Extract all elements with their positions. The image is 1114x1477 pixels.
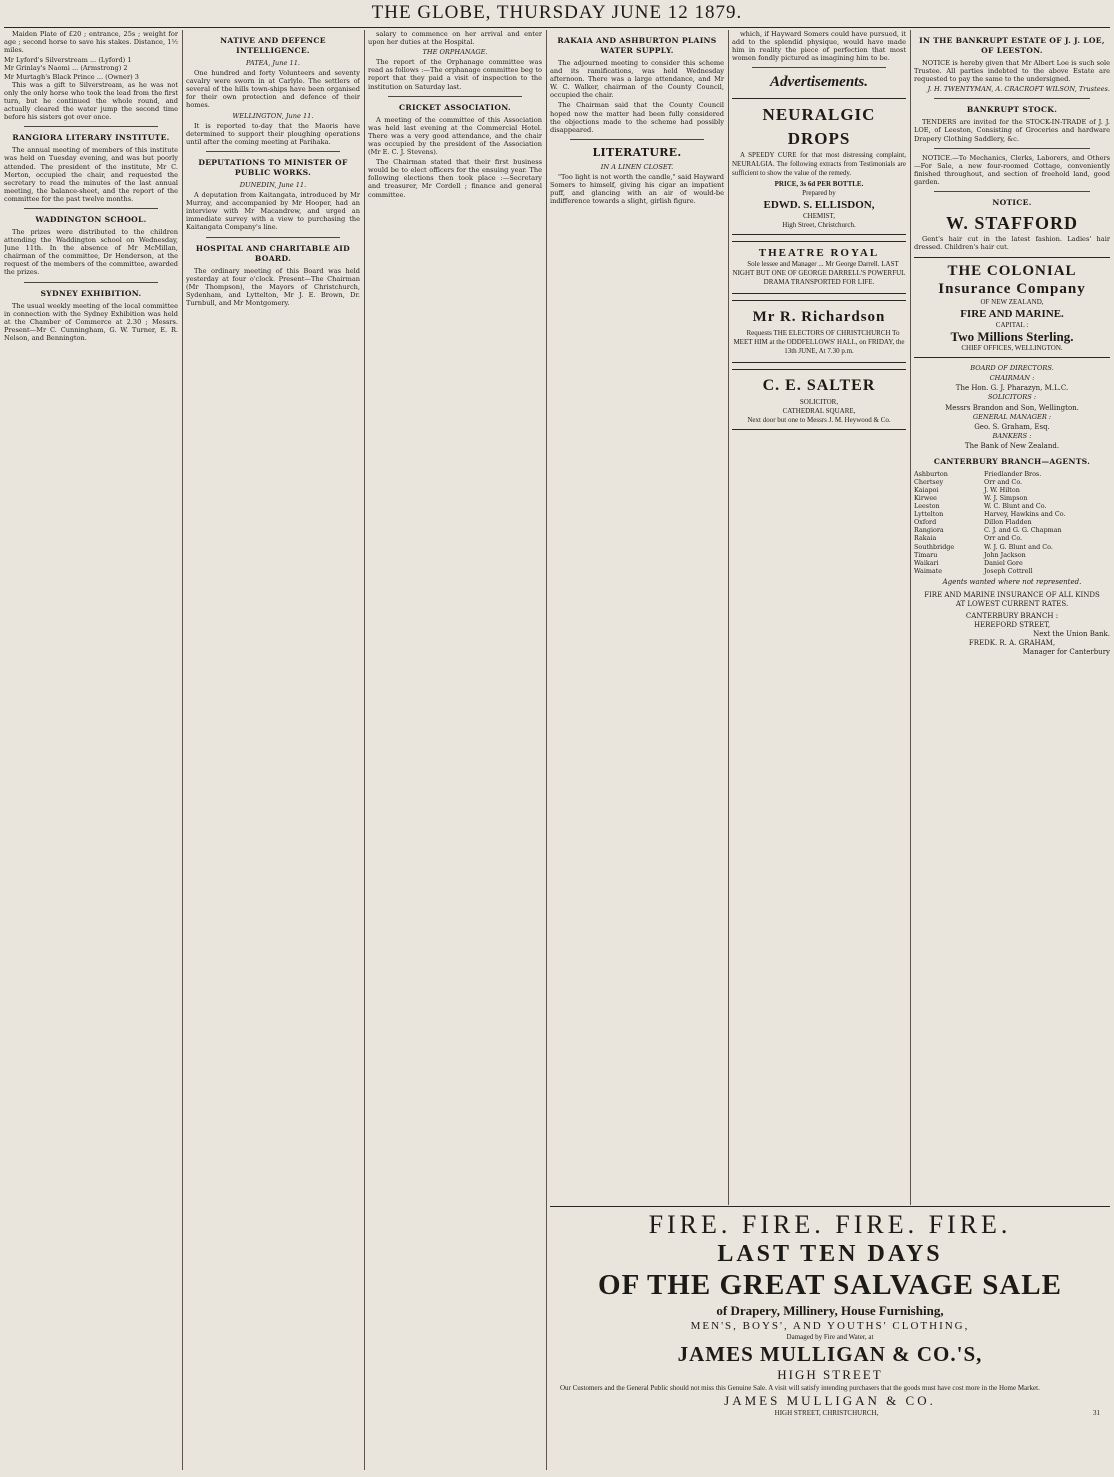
bankers-name: The Bank of New Zealand. <box>964 441 1060 450</box>
gm-name: Geo. S. Graham, Esq. <box>974 422 1050 431</box>
signature: J. H. TWENTYMAN, A. CRACROFT WILSON, Trustees. <box>927 85 1110 94</box>
richardson-ad <box>732 300 906 363</box>
advertisements-header: Advertisements. <box>770 74 868 91</box>
divider <box>934 98 1090 99</box>
paper-date: THURSDAY JUNE 12 1879. <box>496 2 743 23</box>
divider <box>388 96 522 97</box>
banner-merchant: JAMES MULLIGAN & CO.'S, <box>677 1342 983 1366</box>
salvage-sale-ad <box>550 1210 1110 1418</box>
branch-agents-heading: CANTERBURY BRANCH—AGENTS. <box>933 456 1091 466</box>
board-heading: BOARD OF DIRECTORS. <box>970 364 1054 373</box>
ad-title: THEATRE ROYAL <box>758 247 880 260</box>
banner-salvage-sale: OF THE GREAT SALVAGE SALE <box>598 1269 1062 1301</box>
divider <box>24 282 158 283</box>
article-text: "Too light is not worth the candle," said Hayward Somers to himself, giving his cigar an impatient puff, and glancing with an air of would-be indifference towards a slight, girlish figure. <box>550 172 724 206</box>
ad-chemist-name: EDWD. S. ELLISDON, <box>763 199 875 212</box>
headline-bankrupt-stock: BANKRUPT STOCK. <box>966 105 1058 115</box>
banner-number: 31 <box>1093 1409 1100 1417</box>
solicitors-name: Messrs Brandon and Son, Wellington. <box>945 403 1079 412</box>
column-separator <box>546 30 547 1470</box>
ad-address: CATHEDRAL SQUARE, <box>782 407 856 416</box>
banner-damaged: Damaged by Fire and Water, at <box>786 1333 874 1341</box>
chairman-label: CHAIRMAN : <box>989 374 1035 383</box>
ad-note: Next door but one to Messrs J. M. Heywood & Co. <box>747 416 891 425</box>
race-lead: Maiden Plate of £20 ; entrance, 25s ; weight for age ; second horse to save his stakes. Distance, 1½ miles. <box>4 30 178 55</box>
agents-list <box>914 470 1110 575</box>
article-text: The Chairman stated that their first business would be to elect officers for the ensuing year. The following elections then took place :—Secretary and treasurer, Mr Cordell ; finance and general committee. <box>368 158 542 199</box>
agent-row: Oxford Dillon Fladden <box>914 518 1032 527</box>
headline-hospital: HOSPITAL AND CHARITABLE AID BOARD. <box>195 243 351 263</box>
colonial-insurance-ad <box>914 257 1110 358</box>
theatre-royal-ad <box>732 241 906 294</box>
agents-wanted: Agents wanted where not represented. <box>942 577 1082 586</box>
agent-row: Waimate Joseph Cottrell <box>914 566 1033 575</box>
divider <box>752 67 886 68</box>
headline-literature: LITERATURE. <box>592 145 682 159</box>
column-separator <box>364 30 365 1470</box>
article-text: salary to commence on her arrival and enter upon her duties at the Hospital. <box>368 30 542 47</box>
banner-signoff: JAMES MULLIGAN & CO. <box>724 1393 936 1408</box>
agent-row: Leeston W. C. Blunt and Co. <box>914 502 1047 511</box>
agent-row: Kirwee W. J. Simpson <box>914 493 1028 502</box>
banner-fire-line: FIRE. FIRE. FIRE. FIRE. <box>648 1210 1012 1239</box>
headline-cricket: CRICKET ASSOCIATION. <box>399 102 511 112</box>
ad-title: THE COLONIAL Insurance Company <box>938 263 1086 298</box>
column-1 <box>4 30 178 1470</box>
headline-waddington: WADDINGTON SCHOOL. <box>35 215 147 225</box>
agent-row: Rakaia Orr and Co. <box>914 534 1023 543</box>
divider <box>206 151 340 152</box>
article-text: The ordinary meeting of this Board was held yesterday at four o'clock. Present—The Chairman (Mr Thompson), the Mayors of Christchurch, Sydenham, and Lyttelton, Mr J. E. Brown, Dr. Turnbull, and Mr Montgomery. <box>186 266 360 307</box>
divider <box>206 237 340 238</box>
headline-bankrupt-estate: IN THE BANKRUPT ESTATE OF J. J. LOE, OF LEESTON. <box>919 36 1105 55</box>
ad-sub: OF NEW ZEALAND, <box>980 298 1044 307</box>
banner-last-days: LAST TEN DAYS <box>717 1241 943 1267</box>
masthead <box>0 0 1114 26</box>
divider <box>570 139 704 140</box>
branch-label: CANTERBURY BRANCH : <box>965 611 1059 620</box>
branch-address: HEREFORD STREET, <box>973 620 1051 629</box>
agent-row: Rangiora C. J. and G. G. Chapman <box>914 526 1062 535</box>
banner-clothing: MEN'S, BOYS', AND YOUTHS' CLOTHING, <box>690 1320 970 1332</box>
ad-text: A SPEEDY CURE for that most distressing complaint, NEURALGIA. The following extracts from Testimonials are sufficient to show the value of the remedy. <box>732 151 906 178</box>
article-text: It is reported to-day that the Maoris have determined to support their ploughing operations until after the coming meeting at Parihaka. <box>186 121 360 146</box>
ad-title: Mr R. Richardson <box>752 309 886 326</box>
headline-rangiora: RANGIORA LITERARY INSTITUTE. <box>12 133 170 143</box>
divider <box>934 148 1090 149</box>
ad-capital-label: CAPITAL : <box>995 321 1029 330</box>
salter-ad <box>732 369 906 430</box>
gm-label: GENERAL MANAGER : <box>972 412 1052 421</box>
branch-next: Next the Union Bank. <box>1033 629 1110 638</box>
divider <box>934 191 1090 192</box>
agent-row: Ashburton Friedlander Bros. <box>914 469 1042 478</box>
race-notes: This was a gift to Silverstream, as he was not only the only horse who took the lead from the first turn, but he continued the whole round, and actually cleared the water jump the second time before his sisters got over once. <box>4 80 178 122</box>
article-text: which, if Hayward Somers could have pursued, it add to the splendid physique, would have made him in reality the piece of perfection that most women fondly pictured as imagining him to be. <box>732 30 906 63</box>
article-text: The prizes were distributed to the children attending the Waddington school on Wednesday, June 11th. In the absence of Mr McMillan, chairman of the committee, Dr Henderson, at the request of the members of the committee, awarded the prizes. <box>4 228 178 277</box>
ad-title: NEURALGIC DROPS <box>762 105 876 149</box>
ad-text: Sole lessee and Manager ... Mr George Darrell. LAST NIGHT BUT ONE OF GEORGE DARRELL'S POWERFUL DRAMA TRANSPORTED FOR LIFE. <box>732 260 906 287</box>
article-text: The report of the Orphanage committee was read as follows :—The orphanage committee beg to report that they paid a visit of inspection to the institution on Saturday last. <box>368 58 542 91</box>
article-text: The Chairman said that the County Council hoped now the matter had been fully considered the objections made to the scheme had possibly disappeared. <box>550 101 724 134</box>
article-text: A meeting of the committee of this Association was held last evening at the Commercial Hotel. There was a very good attendance, and the chair was occupied by the president of the Association (Mr E. C. J. Stevens). <box>368 115 542 157</box>
divider <box>24 126 158 127</box>
ad-role: CHEMIST, <box>803 212 835 221</box>
solicitors-label: SOLICITORS : <box>987 393 1037 402</box>
fire-marine-line: FIRE AND MARINE INSURANCE OF ALL KINDS <box>924 590 1100 599</box>
article-text: One hundred and forty Volunteers and seventy cavalry were sworn in at Carlyle. The settlers of several of the hills town-ships have been organised for their own protection and defence of their homes. <box>186 69 360 110</box>
ad-text: Requests THE ELECTORS OF CHRISTCHURCH To MEET HIM at the ODDFELLOWS' HALL, on FRIDAY, the 13th JUNE, At 7.30 p.m. <box>733 329 905 356</box>
headline-rakaia: RAKAIA AND ASHBURTON PLAINS WATER SUPPLY. <box>557 36 717 55</box>
dateline: DUNEDIN, June 11. <box>239 180 307 189</box>
ad-office: CHIEF OFFICES, WELLINGTON. <box>961 344 1063 353</box>
manager-role: Manager for Canterbury <box>1022 647 1110 656</box>
banner-goods: of Drapery, Millinery, House Furnishing, <box>716 1303 944 1318</box>
stafford-ad-title: W. STAFFORD <box>945 213 1079 234</box>
runner-row: Mr Grinlay's Naomi ... (Armstrong) 2 <box>4 64 128 73</box>
article-text: The usual weekly meeting of the local committee in connection with the Sydney Exhibition was held at the Chamber of Commerce at 2.30 ; Messrs. Present—Mr C. Cunningham, G. W. Turner, E. R. Nelson, and Bennington. <box>4 301 178 342</box>
banner-street: HIGH STREET <box>777 1367 883 1382</box>
notice-text: TENDERS are invited for the STOCK-IN-TRADE of J. J. LOE, of Leeston, Consisting of Groceries and hardware Drapery Clothing Saddlery, &c. <box>914 118 1110 143</box>
ad-address: High Street, Christchurch. <box>782 221 856 230</box>
ad-role: SOLICITOR, <box>799 398 839 407</box>
column-3 <box>368 30 542 1470</box>
notice-text: NOTICE.—To Mechanics, Clerks, Laborers, and Others—For Sale, a new four-roomed Cottage, conveniently finished throughout, and section of freehold land, good garden. <box>914 153 1110 186</box>
agent-row: Lyttelton Harvey, Hawkins and Co. <box>914 510 1066 519</box>
article-text: A deputation from Kaitangata, introduced by Mr Murray, and accompanied by Mr Hooper, had an interview with Mr Macandrew, and urged an immediate survey with a view to purchasing the Kaitangata Company's line. <box>186 191 360 232</box>
article-text: The adjourned meeting to consider this scheme and its ramifications, was held Wednesday afternoon. There was a large attendance, and Mr W. C. Walker, chairman of the County Council, occupied the chair. <box>550 59 724 100</box>
rates-line: AT LOWEST CURRENT RATES. <box>955 599 1069 608</box>
headline-native-defence: NATIVE AND DEFENCE INTELLIGENCE. <box>220 36 326 55</box>
subhead-linen-closet: IN A LINEN CLOSET. <box>600 162 674 171</box>
chairman-name: The Hon. G. J. Pharazyn, M.L.C. <box>955 384 1069 393</box>
dateline: PATEA, June 11. <box>245 59 301 67</box>
banner-address: HIGH STREET, CHRISTCHURCH, <box>774 1409 879 1417</box>
headline-notice: NOTICE. <box>992 198 1032 208</box>
ad-title: C. E. SALTER <box>762 377 876 395</box>
neuralgic-drops-ad <box>732 98 906 235</box>
ad-kind: FIRE AND MARINE. <box>960 308 1064 321</box>
notice-text: Gent's hair cut in the latest fashion. Ladies' hair dressed. Children's hair cut. <box>914 235 1110 252</box>
headline-sydney: SYDNEY EXHIBITION. <box>40 288 142 298</box>
notice-text: NOTICE is hereby given that Mr Albert Loe is such sole Trustee. All parties indebted to the above Estate are requested to pay the same to the undersigned. <box>914 59 1110 84</box>
ad-price: PRICE, 3s 6d PER BOTTLE. <box>774 180 864 189</box>
agent-row: Chertsey Orr and Co. <box>914 477 1023 486</box>
agent-row: Waikari Daniel Gore <box>914 558 1023 567</box>
paper-name: THE GLOBE, <box>371 2 492 23</box>
manager-name: FREDK. R. A. GRAHAM, <box>968 638 1056 647</box>
runner-row: Mr Lyford's Silverstream ... (Lyford) 1 <box>4 56 132 65</box>
masthead-rule <box>4 27 1110 28</box>
column-2 <box>186 30 360 1470</box>
banner-copy: Our Customers and the General Public should not miss this Genuine Sale. A visit will satisfy intending purchasers that the goods must have cost more in the Home Market. <box>560 1384 1040 1392</box>
subhead-orphanage: THE ORPHANAGE. <box>422 48 488 57</box>
headline-deputations: DEPUTATIONS TO MINISTER OF PUBLIC WORKS. <box>198 157 348 177</box>
divider <box>24 208 158 209</box>
ad-prep: Prepared by <box>802 189 836 198</box>
agent-row: Kaiapoi J. W. Hilton <box>914 485 1020 494</box>
ad-capital: Two Millions Sterling. <box>950 329 1074 345</box>
agent-row: Southbridge W. J. G. Blunt and Co. <box>914 542 1053 551</box>
article-text: The annual meeting of members of this institute was held on Tuesday evening, and was but poorly attended. The president of the institute, Mr C. Merton, occupied the chair, and requested the secretary to read the minutes of the last annual meeting, the balance-sheet, and the report of the committee for the past twelve months. <box>4 146 178 203</box>
runner-row: Mr Murtagh's Black Prince ... (Owner) 3 <box>4 72 139 81</box>
banner-rule <box>550 1206 1110 1207</box>
bankers-label: BANKERS : <box>992 431 1032 440</box>
column-separator <box>182 30 183 1470</box>
agent-row: Timaru John Jackson <box>914 550 1026 559</box>
dateline: WELLINGTON, June 11. <box>232 111 314 120</box>
banner-footer <box>550 1409 1110 1418</box>
